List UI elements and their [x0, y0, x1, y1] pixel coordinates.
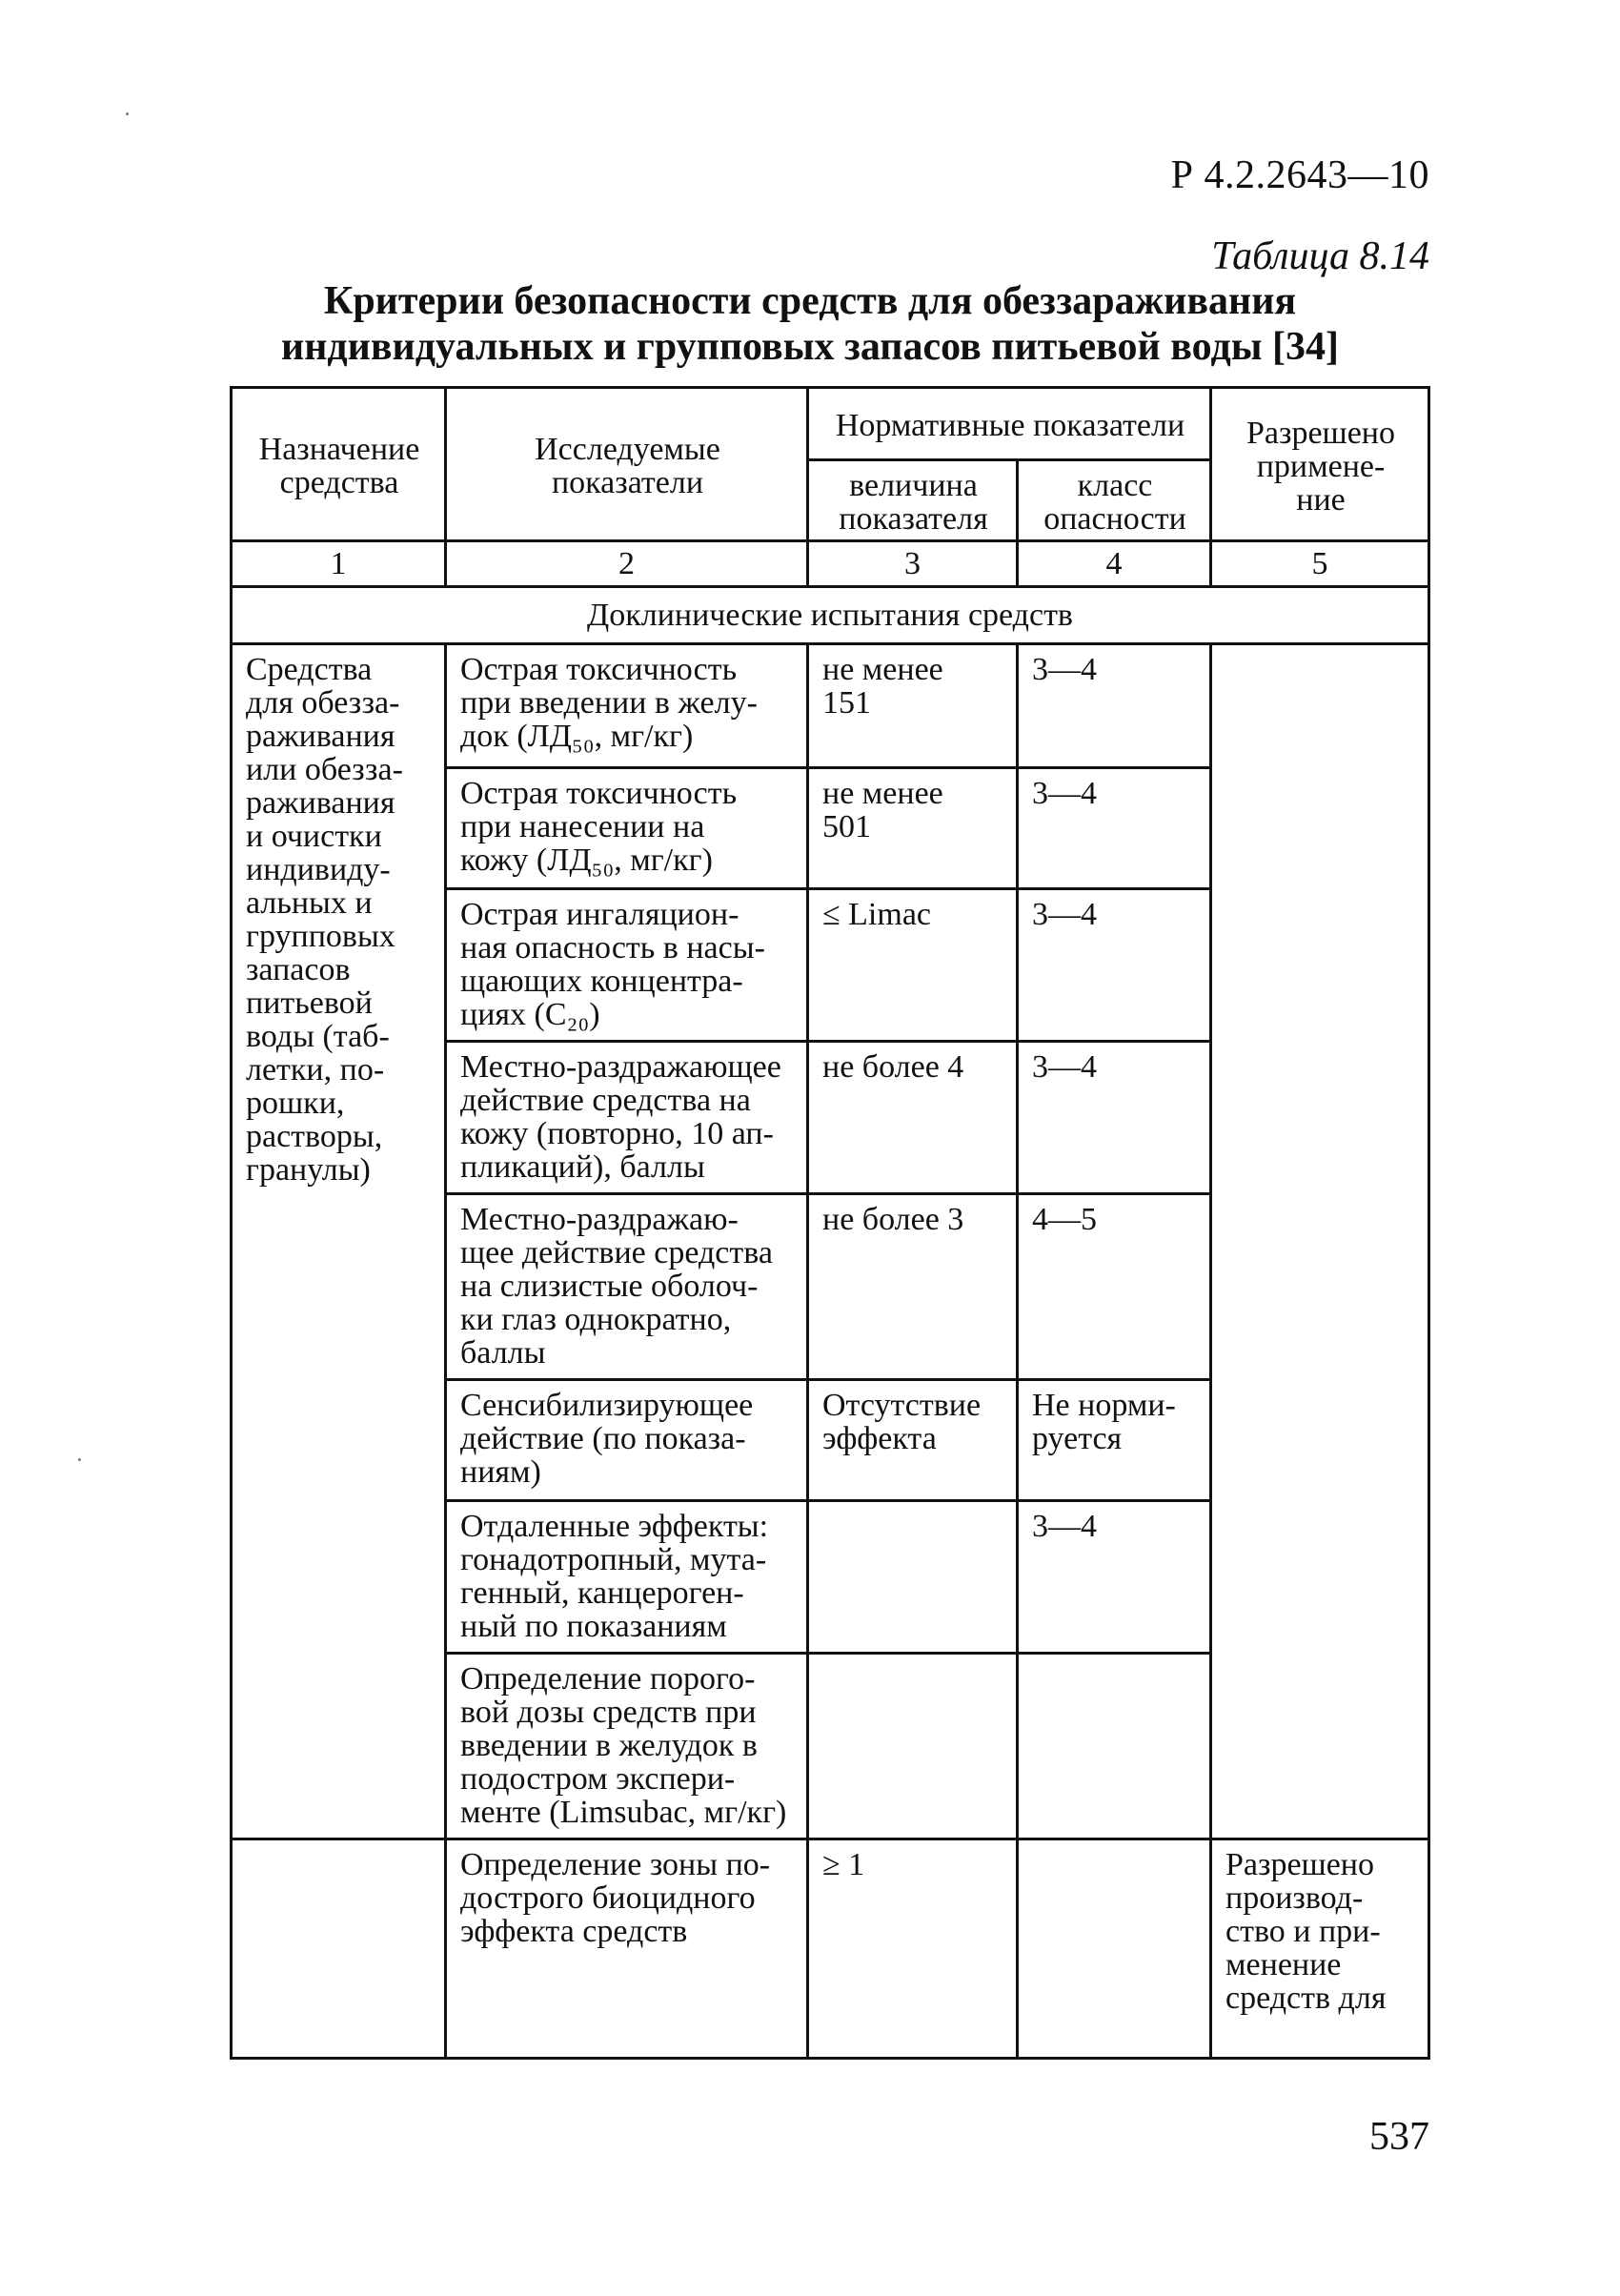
header-permitted-use: Разрешено примене- ние	[1211, 388, 1429, 541]
criteria-table	[230, 386, 1430, 2060]
section-row	[232, 587, 1429, 644]
hazard-class-cell: 4—5	[1018, 1194, 1211, 1380]
scan-speck	[126, 112, 129, 115]
indicator-cell: Острая ингаляцион- ная опасность в насы- щающих концентра- циях (C₂₀)	[446, 889, 808, 1042]
indicator-cell: Острая токсичность при введении в желу- док (ЛД₅₀, мг/кг)	[446, 644, 808, 768]
table-row	[232, 1839, 1429, 2059]
value-cell: не более 3	[808, 1194, 1018, 1380]
indicator-cell: Отдаленные эффекты: гонадотропный, мута- генный, канцероген- ный по показаниям	[446, 1501, 808, 1654]
page-number: 537	[1369, 2115, 1429, 2159]
indicator-cell: Местно-раздражающее действие средства на кожу (повторно, 10 ап- пликаций), баллы	[446, 1042, 808, 1194]
value-cell	[808, 1654, 1018, 1839]
empty-purpose-cell	[232, 1839, 446, 2059]
permitted-use-cell	[1211, 644, 1429, 1839]
hazard-class-cell	[1018, 1839, 1211, 2059]
purpose-cell: Средства для обезза- раживания или обезза- раживания и очистки индивиду- альных и групповых запасов питьевой воды (таб- летки, по- рошки, растворы, гранулы)	[232, 644, 446, 1839]
hazard-class-cell: 3—4	[1018, 889, 1211, 1042]
column-number: 3	[808, 541, 1018, 587]
scan-speck	[78, 1458, 81, 1461]
value-cell: ≤ Limac	[808, 889, 1018, 1042]
column-number: 1	[232, 541, 446, 587]
value-cell	[808, 1501, 1018, 1654]
header-row	[232, 388, 1429, 460]
value-cell: не менее 151	[808, 644, 1018, 768]
hazard-class-cell	[1018, 1654, 1211, 1839]
indicator-cell: Определение зоны по- дострого биоцидного эффекта средств	[446, 1839, 808, 2059]
indicator-cell: Местно-раздражаю- щее действие средства на слизистые оболоч- ки глаз однократно, баллы	[446, 1194, 808, 1380]
table-title	[0, 278, 1620, 370]
table-row	[232, 644, 1429, 768]
hazard-class-cell: 3—4	[1018, 1042, 1211, 1194]
column-number: 5	[1211, 541, 1429, 587]
indicator-cell: Острая токсичность при нанесении на кожу (ЛД₅₀, мг/кг)	[446, 768, 808, 889]
hazard-class-cell: Не норми- руется	[1018, 1380, 1211, 1501]
hazard-class-cell: 3—4	[1018, 1501, 1211, 1654]
header-indicators: Исследуемые показатели	[446, 388, 808, 541]
value-cell: Отсутствие эффекта	[808, 1380, 1018, 1501]
indicator-cell: Определение порого- вой дозы средств при введении в желудок в подостром экспери- менте (Limsubac, мг/кг)	[446, 1654, 808, 1839]
header-hazard-class: класс опасности	[1018, 460, 1211, 541]
indicator-cell: Сенсибилизирующее действие (по показа- ниям)	[446, 1380, 808, 1501]
value-cell: ≥ 1	[808, 1839, 1018, 2059]
document-code: Р 4.2.2643—10	[1170, 153, 1429, 197]
header-normative-indicators: Нормативные показатели	[808, 388, 1211, 460]
hazard-class-cell: 3—4	[1018, 768, 1211, 889]
hazard-class-cell: 3—4	[1018, 644, 1211, 768]
section-title: Доклинические испытания средств	[232, 587, 1429, 644]
header-purpose: Назначение средства	[232, 388, 446, 541]
table-title-line-1: Критерии безопасности средств для обеззараживания	[323, 279, 1297, 323]
table-title-line-2: индивидуальных и групповых запасов питьевой воды [34]	[281, 325, 1339, 369]
value-cell: не более 4	[808, 1042, 1018, 1194]
permitted-use-cell: Разрешено производ- ство и при- менение средств для	[1211, 1839, 1429, 2059]
column-number: 4	[1018, 541, 1211, 587]
value-cell: не менее 501	[808, 768, 1018, 889]
header-value: величина показателя	[808, 460, 1018, 541]
column-number-row	[232, 541, 1429, 587]
table-label: Таблица 8.14	[1211, 234, 1429, 278]
column-number: 2	[446, 541, 808, 587]
